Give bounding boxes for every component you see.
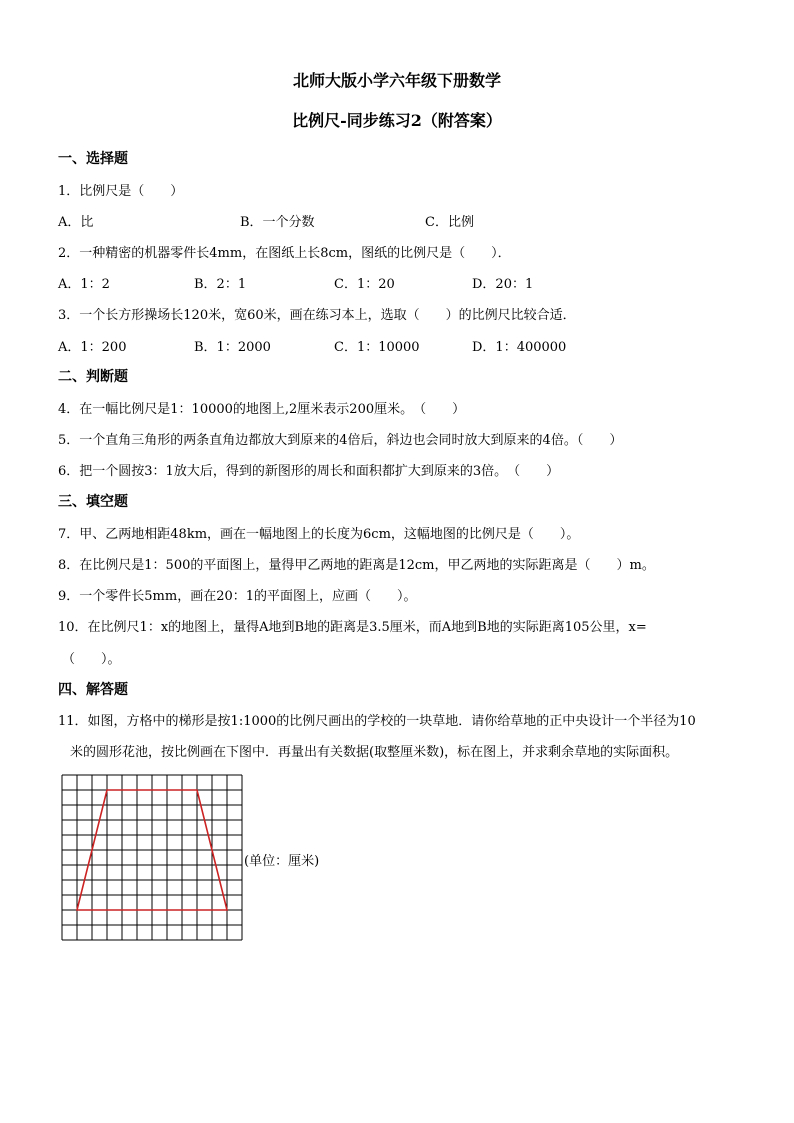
question-4: 4．在一幅比例尺是1：10000的地图上,2厘米表示200厘米。 （ ）	[58, 402, 466, 417]
section-heading-solve: 四、解答题	[58, 682, 128, 698]
question-10-line2: （ ）。	[62, 652, 121, 667]
document-title: 北师大版小学六年级下册数学	[292, 71, 501, 90]
q2-option-a: A．1：2	[58, 277, 110, 292]
q2-option-c: C．1：20	[334, 277, 395, 292]
q2-option-d: D．20：1	[472, 277, 534, 292]
question-3: 3．一个长方形操场长120米，宽60米，画在练习本上，选取（ ）的比例尺比较合适．	[58, 308, 576, 323]
question-6: 6．把一个圆按3：1放大后，得到的新图形的周长和面积都扩大到原来的3倍。 （ ）	[58, 464, 560, 479]
q3-option-d: D．1：400000	[472, 340, 567, 355]
q3-option-c: C．1：10000	[334, 340, 420, 355]
question-10-line1: 10．在比例尺1：x的地图上，量得A地到B地的距离是3.5厘米，而A地到B地的实际距离105公里，x=	[58, 620, 647, 635]
document-subtitle: 比例尺-同步练习2（附答案）	[292, 111, 502, 130]
question-2: 2．一种精密的机器零件长4mm，在图纸上长8cm，图纸的比例尺是（ ）．	[58, 246, 511, 261]
q2-option-b: B．2：1	[194, 277, 247, 292]
q1-option-b: B．一个分数	[240, 215, 315, 230]
q3-option-b: B．1：2000	[194, 340, 271, 355]
section-heading-judgement: 二、判断题	[58, 369, 128, 385]
question-7: 7．甲、乙两地相距48km，画在一幅地图上的长度为6cm，这幅地图的比例尺是（ ）。	[58, 527, 580, 542]
unit-label: (单位：厘米)	[244, 854, 320, 869]
question-11-line2: 米的圆形花池，按比例画在下图中．再量出有关数据(取整厘米数)，标在图上，并求剩余草地的实际面积。	[70, 745, 679, 760]
grid-figure	[61, 774, 245, 944]
question-8: 8．在比例尺是1：500的平面图上，量得甲乙两地的距离是12cm，甲乙两地的实际距离是（ ）m。	[58, 558, 655, 573]
question-11-line1: 11．如图，方格中的梯形是按1:1000的比例尺画出的学校的一块草地．请你给草地的正中央设计一个半径为10	[58, 714, 696, 729]
question-1: 1．比例尺是（ ）	[58, 184, 184, 199]
q1-option-a: A．比	[58, 215, 94, 230]
q3-option-a: A．1：200	[58, 340, 127, 355]
section-heading-fill: 三、填空题	[58, 494, 128, 510]
grid-lines	[62, 775, 242, 940]
question-5: 5．一个直角三角形的两条直角边都放大到原来的4倍后，斜边也会同时放大到原来的4倍。（ ）	[58, 433, 623, 448]
section-heading-choice: 一、选择题	[58, 151, 128, 167]
q1-option-c: C．比例	[425, 215, 474, 230]
question-9: 9．一个零件长5mm，画在20：1的平面图上，应画（ ）。	[58, 589, 417, 604]
